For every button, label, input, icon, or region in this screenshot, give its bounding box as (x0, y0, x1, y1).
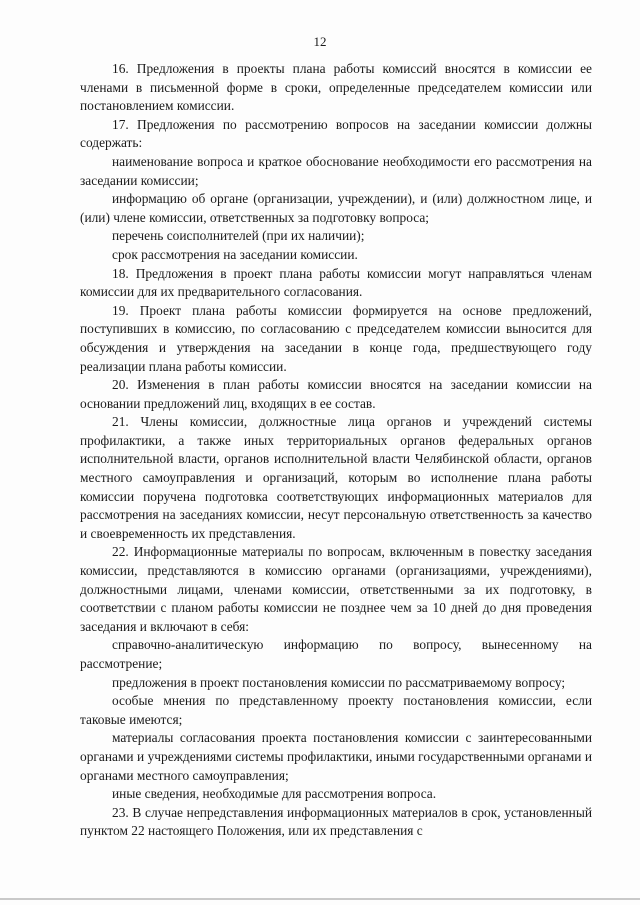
page-number: 12 (313, 34, 327, 49)
document-body (80, 60, 592, 841)
paragraph-17-item-4: срок рассмотрения на заседании комиссии. (112, 246, 358, 262)
paragraph-21: 21. Члены комиссии, должностные лица органов и учреждений системы профилактики, а также иных территориальных органов федеральных органов исполнительной власти, органов исполнительной власти Челябинской области, органов местного самоуправления и организаций, которым во исполнение плана работы комиссии поручена подготовка соответствующих информационных материалов для рассмотрения на заседаниях комиссии, несут персональную ответственность за качество и своевременность их представления. (80, 414, 592, 541)
paragraph-22-item-2: предложения в проект постановления комиссии по рассматриваемому вопросу; (112, 674, 566, 690)
paragraph-17-item-1: наименование вопроса и краткое обоснование необходимости его рассмотрения на заседании комиссии; (80, 153, 592, 188)
paragraph-22-item-5: иные сведения, необходимые для рассмотрения вопроса. (112, 786, 437, 802)
paragraph-22-item-1: справочно-аналитическую информацию по вопросу, вынесенному на рассмотрение; (80, 637, 592, 671)
paragraph-17-item-2: информацию об органе (организации, учреждении), и (или) должностном лице, и (или) члене комиссии, ответственных за подготовку вопроса; (80, 191, 592, 225)
paragraph-22: 22. Информационные материалы по вопросам, включенным в повестку заседания комиссии, представляются в комиссию органами (организациями, учреждениями), должностными лицами, членами комиссии, ответственными за их подготовку, в соответствии с планом работы комиссии не позднее чем за 10 дней до дня проведения заседания и включают в себя: (80, 544, 592, 634)
paragraph-19: 19. Проект плана работы комиссии формируется на основе предложений, поступивших в комиссию, по согласованию с председателем комиссии выносится для обсуждения и утверждения на заседании в конце года, предшествующего году реализации плана работы комиссии. (80, 302, 592, 374)
paragraph-17-item-3: перечень соисполнителей (при их наличии); (112, 228, 365, 244)
paragraph-17: 17. Предложения по рассмотрению вопросов на заседании комиссии должны содержать: (80, 116, 592, 151)
paragraph-22-item-4: материалы согласования проекта постановления комиссии с заинтересованными органами и учреждениями системы профилактики, иными государственными органами и органами местного самоуправления; (80, 730, 592, 783)
paragraph-22-item-3: особые мнения по представленному проекту постановления комиссии, если таковые имеются; (80, 693, 592, 727)
scan-edge-divider (0, 898, 640, 900)
paragraph-18: 18. Предложения в проект плана работы комиссии могут направляться членам комиссии для их предварительного согласования. (80, 265, 592, 300)
paragraph-20: 20. Изменения в план работы комиссии вносятся на заседании комиссии на основании предложений лиц, входящих в ее состав. (80, 377, 592, 411)
paragraph-23: 23. В случае непредставления информационных материалов в срок, установленный пунктом 22 настоящего Положения, или их представления с (80, 804, 592, 839)
paragraph-16: 16. Предложения в проекты плана работы комиссий вносятся в комиссии ее членами в письменной форме в сроки, определенные председателем комиссии или постановлением комиссии. (80, 61, 592, 114)
